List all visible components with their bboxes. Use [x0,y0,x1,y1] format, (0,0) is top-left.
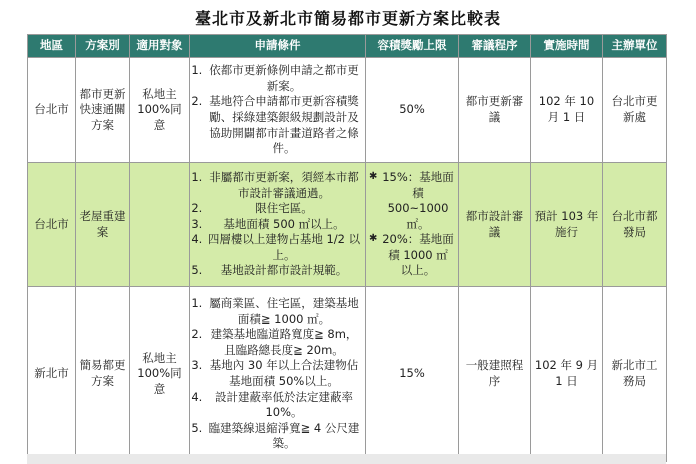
cell-bonus: 50% [366,58,459,163]
cell-plan: 簡易都更方案 [76,287,130,462]
condition-item: 2. 限住宅區。 [206,201,362,217]
cell-time: 預計 103 年施行 [531,163,603,287]
cell-agency: 新北市工務局 [603,287,667,462]
condition-item: 3. 基地面積 500 ㎡以上。 [206,217,362,233]
condition-item: 2. 基地符合申請都市更新容積獎勵、採綠建築銀級規劃設計及協助開闢都市計畫道路者之條件。 [206,94,362,156]
bonus-list [369,170,455,279]
bonus-item: ✱ 15%：基地面積 500~1000 ㎡。 [369,170,455,232]
header-region: 地區 [28,35,76,58]
cell-agency: 台北市都發局 [603,163,667,287]
header-time: 實施時間 [531,35,603,58]
cell-conditions [190,163,366,287]
condition-item: 1. 依都市更新條例申請之都市更新案。 [206,63,362,94]
conditions-list [193,63,362,156]
condition-item: 2. 建築基地臨道路寬度≧ 8m，且臨路總長度≧ 20m。 [206,327,362,358]
header-conditions: 申請條件 [190,35,366,58]
cell-region: 新北市 [28,287,76,462]
cell-review: 一般建照程序 [459,287,531,462]
cell-target: 私地主 100%同意 [130,287,190,462]
cell-review: 都市更新審議 [459,58,531,163]
page-title: 臺北市及新北市簡易都市更新方案比較表 [194,9,501,28]
comparison-table [27,34,667,462]
cell-bonus [366,163,459,287]
condition-item: 4. 四層樓以上建物占基地 1/2 以上。 [206,232,362,263]
condition-item: 5. 基地設計都市設計規範。 [206,263,362,279]
header-agency: 主辦單位 [603,35,667,58]
header-bonus: 容積獎勵上限 [366,35,459,58]
table-row [28,287,667,462]
cell-plan: 都市更新快速通關方案 [76,58,130,163]
header-target: 適用對象 [130,35,190,58]
header-review: 審議程序 [459,35,531,58]
table-row [28,163,667,287]
bonus-item: ✱ 20%：基地面積 1000 ㎡ 以上。 [369,232,455,279]
conditions-list [193,296,362,451]
header-plan: 方案別 [76,35,130,58]
cell-conditions [190,287,366,462]
condition-item: 4. 設計建蔽率低於法定建蔽率 10%。 [206,390,362,421]
header-row [28,35,667,58]
condition-item: 1. 非屬都市更新案，須經本市都市設計審議通過。 [206,170,362,201]
table-row [28,58,667,163]
cell-bonus: 15% [366,287,459,462]
page-bottom-edge [27,454,666,464]
cell-agency: 台北市更新處 [603,58,667,163]
condition-item: 1. 屬商業區、住宅區，建築基地面積≧ 1000 ㎡。 [206,296,362,327]
cell-review: 都市設計審議 [459,163,531,287]
cell-region: 台北市 [28,163,76,287]
condition-item: 3. 基地內 30 年以上合法建物佔基地面積 50%以上。 [206,358,362,389]
cell-conditions [190,58,366,163]
cell-time: 102 年 10 月 1 日 [531,58,603,163]
conditions-list [193,170,362,279]
cell-target: 私地主 100%同意 [130,58,190,163]
cell-region: 台北市 [28,58,76,163]
cell-target [130,163,190,287]
condition-item: 5. 臨建築線退縮淨寬≧ 4 公尺建築。 [206,421,362,452]
cell-plan: 老屋重建案 [76,163,130,287]
cell-time: 102 年 9 月 1 日 [531,287,603,462]
